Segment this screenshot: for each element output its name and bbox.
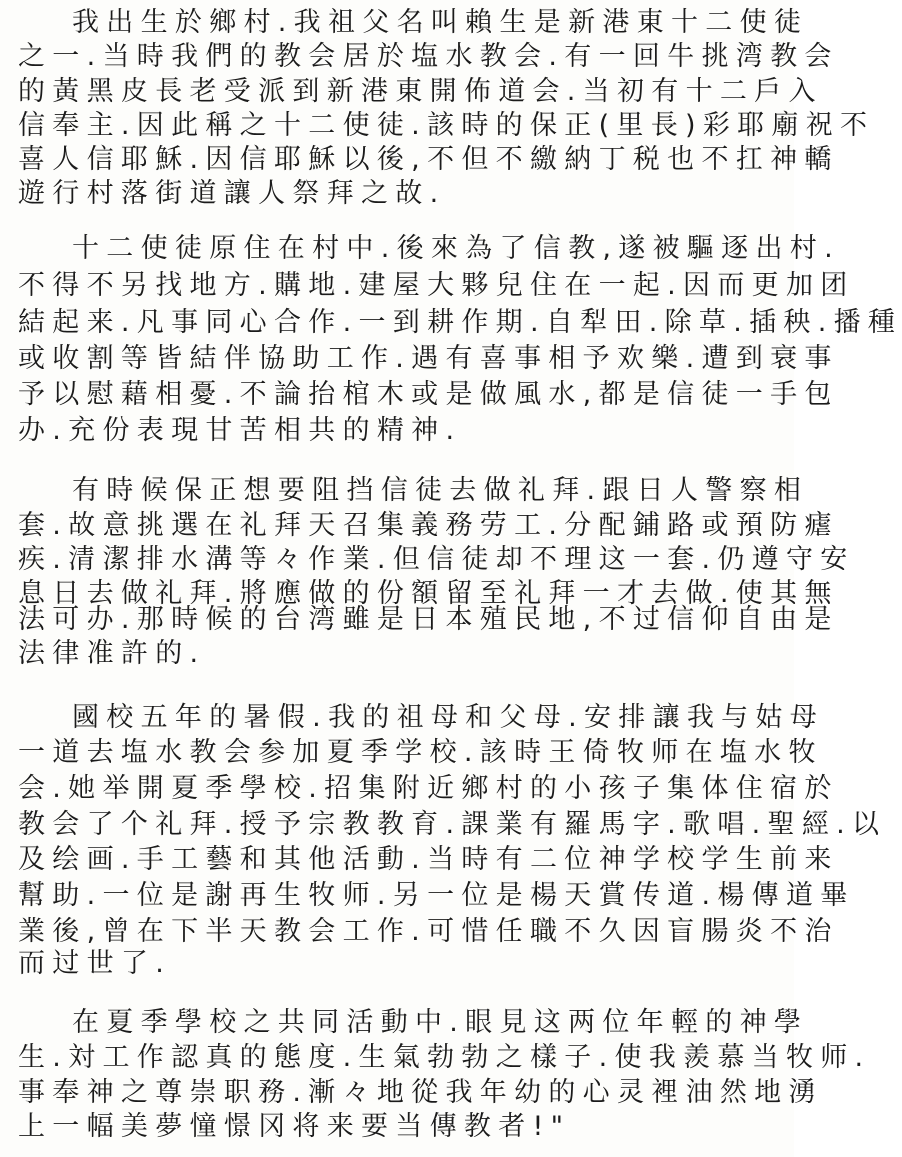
text-line: 十二使徒原住在村中.後來為了信教,遂被驅逐出村.: [72, 233, 840, 264]
text-line: 有時候保正想要阻挡信徒去做礼拜.跟日人警察相: [72, 475, 809, 506]
text-line: 遊行村落街道讓人祭拜之故.: [18, 178, 446, 209]
text-line: 我出生於鄉村.我祖父名叫賴生是新港東十二使徒: [72, 7, 809, 38]
text-line: 套.故意挑選在礼拜天召集義務劳工.分配鋪路或預防瘧: [18, 510, 839, 541]
text-line: 予以慰藉相憂.不論抬棺木或是做風水,都是信徒一手包: [18, 379, 839, 410]
text-line: 事奉神之尊崇职務.漸々地從我年幼的心灵裡油然地湧: [18, 1077, 823, 1108]
text-line: 信奉主.因此稱之十二使徒.該時的保正(里長)彩耶廟祝不: [18, 110, 875, 141]
text-line: 教会了个礼拜.授予宗教教育.課業有羅馬字.歌唱.聖經.以: [18, 809, 887, 840]
text-line: 办.充份表現甘苦相共的精神.: [18, 415, 462, 446]
text-line: 不得不另找地方.購地.建屋大夥兒住在一起.因而更加团: [18, 270, 855, 301]
text-line: 上一幅美夢憧憬冈将来要当傳教者!": [18, 1111, 571, 1142]
text-line: 及绘画.手工藝和其他活動.当時有二位神学校学生前来: [18, 844, 839, 875]
text-line: 法律准許的.: [18, 638, 206, 669]
text-line: 幫助.一位是謝再生牧师.另一位是楊天賞传道.楊傳道畢: [18, 880, 855, 911]
text-line: 息日去做礼拜.將應做的份額留至礼拜一才去做.使其無: [18, 578, 839, 609]
text-line: 國校五年的暑假.我的祖母和父母.安排讓我与姑母: [72, 702, 825, 733]
text-line: 疾.清潔排水溝等々作業.但信徒却不理这一套.仍遵守安: [18, 544, 855, 575]
text-line: 生.対工作認真的態度.生氣勃勃之樣子.使我羨慕当牧师.: [18, 1042, 871, 1073]
text-line: 喜人信耶穌.因信耶穌以後,不但不繳納丁税也不扛神轎: [18, 144, 839, 175]
text-line: 而过世了.: [18, 948, 172, 979]
text-line: 之一.当時我們的教会居於塩水教会.有一回牛挑湾教会: [18, 41, 839, 72]
text-line: 結起来.凡事同心合作.一到耕作期.自犁田.除草.插秧.播種: [18, 307, 902, 338]
text-line: 的黃黑皮長老受派到新港東開佈道会.当初有十二戶入: [18, 76, 823, 107]
text-line: 法可办.那時候的台湾雖是日本殖民地,不过信仰自由是: [18, 604, 839, 635]
text-line: 業後,曾在下半天教会工作.可惜任職不久因盲腸炎不治: [18, 916, 839, 947]
text-line: 在夏季學校之共同活動中.眼見这两位年輕的神學: [72, 1007, 809, 1038]
text-line: 一道去塩水教会参加夏季学校.該時王倚牧师在塩水牧: [18, 737, 823, 768]
text-line: 会.她举開夏季學校.招集附近鄉村的小孩子集体住宿於: [18, 773, 839, 804]
text-line: 或收割等皆結伴協助工作.遇有喜事相予欢樂.遭到衰事: [18, 343, 839, 374]
